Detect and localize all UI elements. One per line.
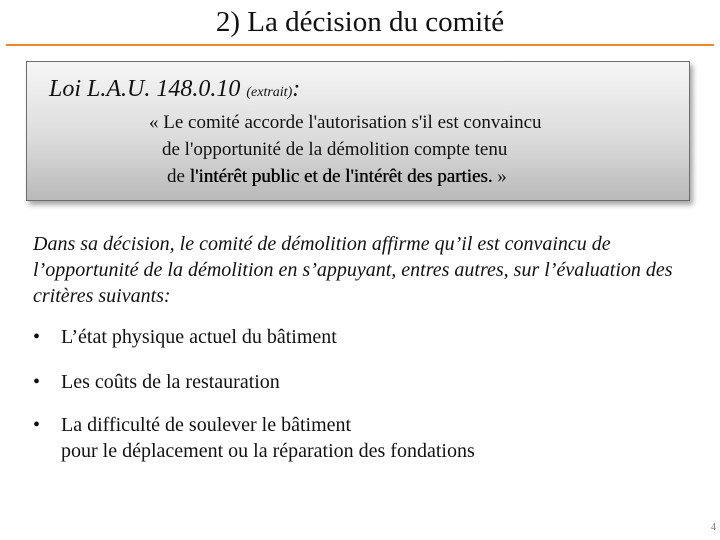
quote-highlight: l'intérêt public et de l'intérêt des parties. (189, 166, 493, 187)
quote-line-2: de l'opportunité de la démolition compte tenu (162, 139, 508, 160)
slide-title: 2) La décision du comité (215, 6, 505, 38)
title-divider (6, 44, 714, 46)
law-reference: Loi L.A.U. 148.0.10 (49, 76, 241, 102)
quote-line-3-prefix: de (167, 166, 190, 187)
quote-line-3-suffix: » (492, 166, 507, 187)
quote-line-1: « Le comité accorde l'autorisation s'il est convaincu (149, 112, 542, 133)
list-item-text: Les coûts de la restauration (61, 371, 280, 393)
law-title (49, 74, 300, 108)
bullet-icon: • (33, 371, 41, 393)
quote-line-3 (167, 164, 507, 190)
list-item-text-continued: pour le déplacement ou la réparation des fondations (61, 440, 475, 462)
law-colon: : (292, 76, 301, 102)
page-number: 4 (711, 522, 716, 533)
bullet-icon: • (33, 326, 41, 348)
bullet-icon: • (33, 414, 41, 436)
list-item-text: L’état physique actuel du bâtiment (61, 326, 337, 348)
law-quote-box (26, 61, 690, 201)
list-item-text: La difficulté de soulever le bâtiment (61, 414, 352, 436)
law-note: (extrait) (246, 85, 293, 100)
intro-paragraph: Dans sa décision, le comité de démolition affirme qu’il est convaincu de l’opportunité de la démolition en s’appuyant, entres autres, sur l’évaluation des critères suivants: (33, 233, 673, 307)
